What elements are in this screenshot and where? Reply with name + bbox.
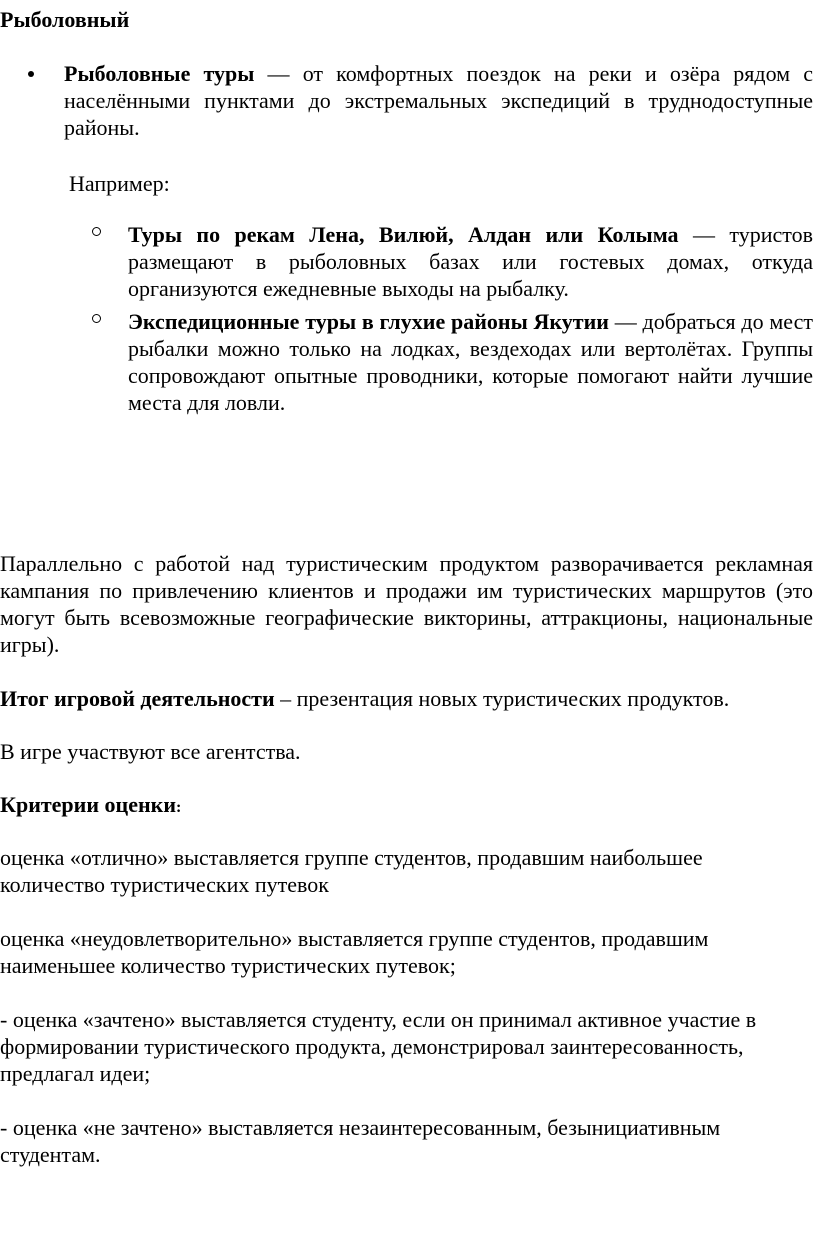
criteria-item-passed: - оценка «зачтено» выставляется студенту, если он принимал активное участие в формировании туристического продукта, демонстрировал заинтересованность, предлагал идеи;	[0, 1007, 757, 1086]
bullet-rest: — от комфортных поездок на реки и озёра рядом с населёнными пунктами до экстремальных экспедиций в труднодоступные районы.	[64, 61, 813, 140]
result-bold: Итог игровой деятельности	[0, 686, 275, 711]
document-title	[0, 6, 813, 33]
sub-item-rest: — добраться до мест рыбалки можно только на лодках, вездеходах или вертолётах. Группы сопровождают опытные проводники, которые помогают найти лучшие места для ловли.	[128, 309, 813, 415]
title-text: Рыболовный	[0, 7, 130, 32]
criteria-item-not-passed: - оценка «не зачтено» выставляется незаинтересованным, безынициативным студентам.	[0, 1115, 721, 1167]
sub-item-bold: Туры по рекам Лена, Вилюй, Алдан или Колыма	[128, 222, 679, 247]
criteria-heading	[0, 791, 813, 821]
advertising-paragraph: Параллельно с работой над туристическим продуктом разворачивается рекламная кампания по привлечению клиентов и продажи им туристических маршрутов (это могут быть всевозможные географические викторины, аттракционы, национальные игры).	[0, 551, 813, 657]
circle-bullet-icon	[92, 314, 101, 323]
result-rest: – презентация новых туристических продуктов.	[274, 686, 730, 711]
criteria-bold: Критерии оценки	[0, 792, 176, 817]
criteria-item-unsatisfactory: оценка «неудовлетворительно» выставляется группе студентов, продавшим наименьшее количество туристических путевок;	[0, 926, 709, 978]
sub-item-text	[128, 221, 813, 302]
bullet-bold: Рыболовные туры	[64, 61, 255, 86]
bullet-text	[64, 60, 813, 141]
sub-item-text	[128, 308, 813, 416]
bullet-dot-icon	[28, 71, 34, 77]
criteria-colon: :	[176, 799, 182, 816]
participants-line: В игре участвуют все агентства.	[0, 739, 301, 764]
game-result-line	[0, 685, 813, 712]
criteria-item-excellent: оценка «отлично» выставляется группе студентов, продавшим наибольшее количество туристических путевок	[0, 845, 703, 897]
example-label: Например:	[69, 171, 170, 196]
sub-item-bold: Экспедиционные туры в глухие районы Якутии	[128, 309, 609, 334]
sub-item-rest: — туристов размещают в рыболовных базах или гостевых домах, откуда организуются ежедневные выходы на рыбалку.	[128, 222, 813, 301]
circle-bullet-icon	[92, 227, 101, 236]
